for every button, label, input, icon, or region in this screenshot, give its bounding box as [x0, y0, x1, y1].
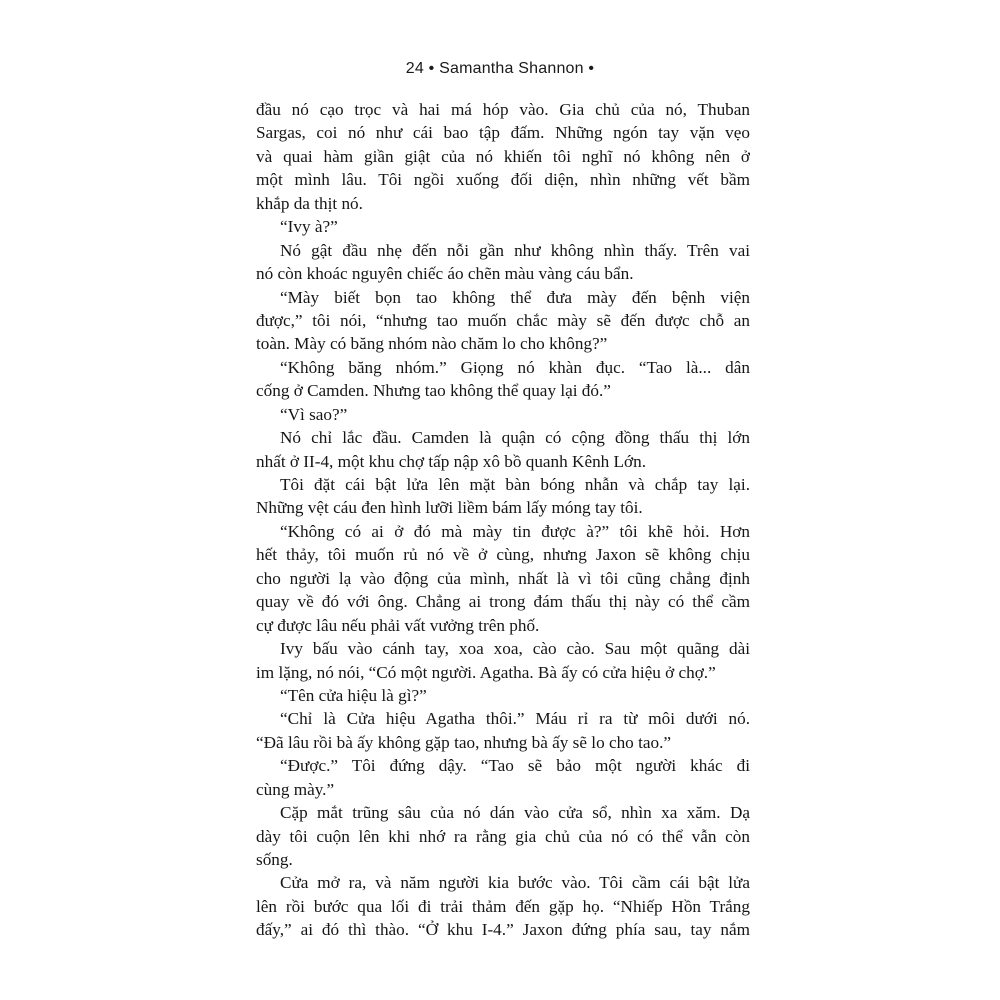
text-line: “Ivy à?”: [280, 217, 338, 237]
text-line: Ivy bấu vào cánh tay, xoa xoa, cào cào. Sau một quãng dài: [280, 639, 750, 659]
text-line: “Không băng nhóm.” Giọng nó khàn đục. “Tao là... dân: [280, 357, 750, 377]
header-bullet: •: [428, 60, 440, 77]
text-line: “Không có ai ở đó mà mày tin được à?” tôi khẽ hỏi. Hơn: [280, 521, 750, 541]
running-header: [250, 60, 750, 78]
header-author: Samantha Shannon: [439, 60, 584, 77]
page-body: [256, 98, 750, 942]
text-line: Nó chỉ lắc đầu. Camden là quận có cộng đồng thấu thị lớn: [280, 428, 750, 448]
page-number: 24: [405, 60, 424, 77]
text-line: toàn. Mày có băng nhóm nào chăm lo cho không?”: [256, 334, 608, 354]
text-line: đấy,” ai đó thì thào. “Ở khu I-4.” Jaxon đứng phía sau, tay nắm: [256, 920, 750, 940]
text-line: nó còn khoác nguyên chiếc áo chẽn màu vàng cáu bẩn.: [256, 264, 634, 284]
text-line: dày tôi cuộn lên khi nhớ ra rằng gia chủ của nó có thể vẫn còn: [256, 826, 750, 846]
text-line: “Vì sao?”: [280, 404, 348, 424]
text-line: “Đã lâu rồi bà ấy không gặp tao, nhưng bà ấy sẽ lo cho tao.”: [256, 732, 672, 752]
text-line: và quai hàm giần giật của nó khiến tôi nghĩ nó không nên ở: [256, 146, 750, 166]
text-line: “Chỉ là Cửa hiệu Agatha thôi.” Máu rỉ ra từ môi dưới nó.: [280, 709, 750, 729]
text-line: Cửa mở ra, và năm người kia bước vào. Tôi cầm cái bật lửa: [280, 873, 750, 893]
text-line: sống.: [256, 850, 293, 869]
text-line: nhất ở II-4, một khu chợ tấp nập xô bồ quanh Kênh Lớn.: [256, 451, 647, 471]
text-line: quay về đó với ông. Chẳng ai trong đám thấu thị này có thể cầm: [256, 592, 750, 612]
text-line: Tôi đặt cái bật lửa lên mặt bàn bóng nhẫn và chắp tay lại.: [280, 475, 750, 494]
text-line: cống ở Camden. Nhưng tao không thể quay lại đó.”: [256, 381, 611, 401]
text-line: đầu nó cạo trọc và hai má hóp vào. Gia chủ của nó, Thuban: [256, 100, 750, 119]
text-line: cự được lâu nếu phải vất vưởng trên phố.: [256, 615, 540, 635]
text-line: im lặng, nó nói, “Có một người. Agatha. Bà ấy có cửa hiệu ở chợ.”: [256, 662, 716, 682]
text-line: lên rồi bước qua lối đi trải thảm đến gặp họ. “Nhiếp Hồn Trắng: [256, 896, 750, 916]
text-line: “Tên cửa hiệu là gì?”: [280, 685, 427, 705]
text-line: Sargas, coi nó như cái bao tập đấm. Những ngón tay vặn vẹo: [256, 123, 750, 143]
text-line: cùng mày.”: [256, 779, 335, 799]
text-line: cho người lạ vào động của mình, nhất là vì tôi cũng chẳng định: [256, 568, 750, 588]
text-line: Nó gật đầu nhẹ đến nỗi gần như không nhìn thấy. Trên vai: [280, 240, 750, 260]
text-line: “Mày biết bọn tao không thể đưa mày đến bệnh viện: [280, 287, 750, 307]
header-bullet: •: [588, 60, 595, 77]
text-line: hết thảy, tôi muốn rủ nó về ở cùng, nhưng Jaxon sẽ không chịu: [256, 545, 750, 565]
text-line: được,” tôi nói, “nhưng tao muốn chắc mày sẽ đến được chỗ an: [256, 310, 750, 330]
text-line: Cặp mắt trũng sâu của nó dán vào cửa sổ, nhìn xa xăm. Dạ: [280, 803, 750, 823]
text-line: Những vệt cáu đen hình lưỡi liềm bám lấy móng tay tôi.: [256, 498, 643, 518]
text-line: khắp da thịt nó.: [256, 193, 363, 213]
text-line: một mình lâu. Tôi ngồi xuống đối diện, nhìn những vết bầm: [256, 170, 750, 190]
text-line: “Được.” Tôi đứng dậy. “Tao sẽ bảo một người khác đi: [280, 756, 750, 776]
